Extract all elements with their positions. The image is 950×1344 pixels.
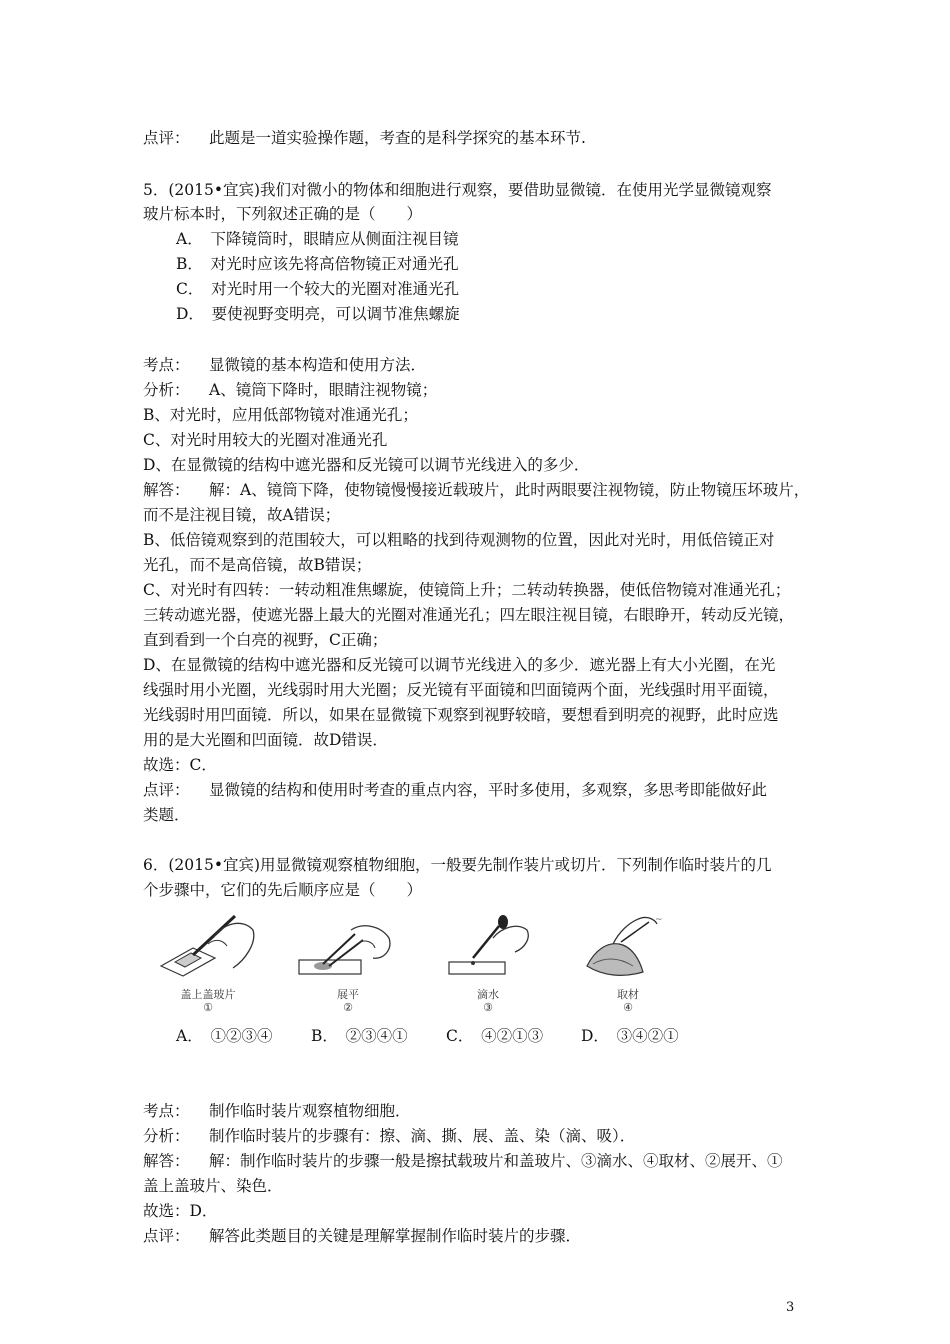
figure-cover-slip (153, 908, 263, 1016)
q6-point: 考点： 制作临时装片观察植物细胞． (143, 1102, 411, 1120)
figure-take-material-number: ④ (623, 1001, 633, 1014)
figure-drip-water (433, 908, 543, 1016)
q5-answer-line4: 光孔，而不是高倍镜，故B错误； (143, 556, 372, 574)
figure-cover-slip-number: ① (203, 1001, 213, 1014)
figure-take-material (573, 908, 683, 1016)
q5-answer-line11: 用的是大光圈和凹面镜．故D错误． (143, 731, 388, 749)
q6-answer-line2: 盖上盖玻片、染色． (143, 1177, 283, 1195)
q5-answer-line8: D、在显微镜的结构中遮光器和反光镜可以调节光线进入的多少．遮光器上有大小光圈，在光 (143, 656, 776, 674)
q6-review: 点评： 解答此类题目的关键是理解掌握制作临时装片的步骤． (143, 1227, 582, 1245)
figure-cover-slip-caption: 盖上盖玻片 (180, 988, 236, 1001)
q6-option-c: C． ④②①③ (446, 1027, 544, 1045)
q6-figures (143, 908, 703, 1018)
cover-slip-illustration (153, 908, 263, 983)
q5-answer-line5: C、对光时有四转：一转动粗准焦螺旋，使镜筒上升；二转动转换器，使低倍物镜对准通光孔； (143, 581, 791, 599)
q6-stem-line2: 个步骤中，它们的先后顺序应是（ ） (143, 881, 423, 899)
q6-choice: 故选：D． (143, 1202, 218, 1220)
figure-spread (293, 908, 403, 1016)
q6-analysis: 分析： 制作临时装片的步骤有：擦、滴、撕、展、盖、染（滴、吸）． (143, 1127, 636, 1145)
q5-answer-line6: 三转动遮光器，使遮光器上最大的光圈对准通光孔；四左眼注视目镜，右眼睁开，转动反光镜， (143, 606, 795, 624)
q5-answer-line9: 线强时用小光圈，光线弱时用大光圈；反光镜有平面镜和凹面镜两个面，光线强时用平面镜， (143, 681, 779, 699)
figure-take-material-caption: 取材 (617, 988, 639, 1001)
q5-stem-line2: 玻片标本时，下列叙述正确的是（ ） (143, 205, 423, 223)
q6-stem-line1: 6．(2015•宜宾)用显微镜观察植物细胞，一般要先制作装片或切片．下列制作临时装片的几 (143, 856, 772, 874)
q5-answer-line1: 解答： 解：A、镜筒下降，使物镜慢慢接近载玻片，此时两眼要注视物镜，防止物镜压坏玻片， (143, 481, 810, 499)
figure-drip-water-caption: 滴水 (477, 988, 499, 1001)
page-number: 3 (786, 1300, 795, 1315)
q5-answer-line10: 光线弱时用凹面镜．所以，如果在显微镜下观察到视野较暗，要想看到明亮的视野，此时应选 (143, 706, 779, 724)
q5-answer-line7: 直到看到一个白亮的视野，C正确； (143, 631, 388, 649)
q5-answer-line2: 而不是注视目镜，故A错误； (143, 506, 341, 524)
q6-option-a: A． ①②③④ (176, 1027, 273, 1045)
q5-option-d: D． 要使视野变明亮，可以调节准焦螺旋 (176, 305, 460, 323)
take-material-illustration (573, 908, 683, 983)
q5-option-c: C． 对光时用一个较大的光圈对准通光孔 (176, 280, 460, 298)
q5-choice: 故选：C． (143, 756, 217, 774)
q4-review: 点评： 此题是一道实验操作题，考查的是科学探究的基本环节. (143, 129, 586, 147)
figure-drip-water-number: ③ (483, 1001, 493, 1014)
q5-analysis-line3: C、对光时用较大的光圈对准通光孔 (143, 431, 388, 449)
spread-illustration (293, 908, 403, 983)
q5-option-a: A． 下降镜筒时，眼睛应从侧面注视目镜 (176, 230, 459, 248)
q5-review-line1: 点评： 显微镜的结构和使用时考查的重点内容，平时多使用，多观察，多思考即能做好此 (143, 781, 768, 799)
q5-option-b: B． 对光时应该先将高倍物镜正对通光孔 (176, 255, 459, 273)
q6-answer-line1: 解答： 解：制作临时装片的步骤一般是擦拭载玻片和盖玻片、③滴水、④取材、②展开、① (143, 1152, 783, 1170)
figure-spread-caption: 展平 (337, 988, 359, 1001)
figure-spread-number: ② (343, 1001, 353, 1014)
q5-analysis-line2: B、对光时，应用低部物镜对准通光孔； (143, 406, 418, 424)
svg-text:~: ~ (655, 915, 663, 925)
q5-answer-line3: B、低倍镜观察到的范围较大，可以粗略的找到待观测物的位置，因此对光时，用低倍镜正对 (143, 531, 775, 549)
q5-stem-line1: 5．(2015•宜宾)我们对微小的物体和细胞进行观察，要借助显微镜．在使用光学显微镜观察 (143, 181, 772, 199)
q5-analysis-line1: 分析： A、镜筒下降时，眼睛注视物镜； (143, 381, 438, 399)
q6-option-b: B． ②③④① (311, 1027, 408, 1045)
q5-review-line2: 类题． (143, 806, 190, 824)
q6-option-d: D． ③④②① (581, 1027, 679, 1045)
q5-point: 考点： 显微镜的基本构造和使用方法． (143, 356, 427, 374)
q5-analysis-line4: D、在显微镜的结构中遮光器和反光镜可以调节光线进入的多少． (143, 456, 590, 474)
drip-water-illustration (433, 908, 543, 983)
